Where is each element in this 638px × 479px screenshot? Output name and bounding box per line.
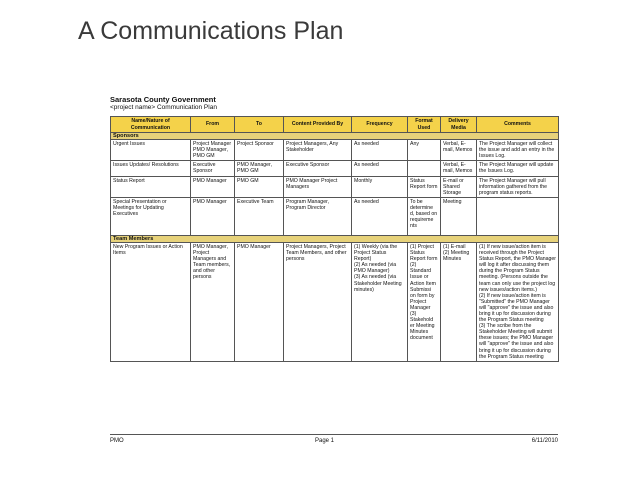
table-cell: PMO Manager (191, 197, 235, 235)
table-cell: To be determine d, based on requireme nts (408, 197, 441, 235)
table-cell: Issues Updates/ Resolutions (111, 161, 191, 176)
section-row-team-members (111, 235, 559, 242)
table-cell: As needed (352, 161, 408, 176)
column-header: From (191, 117, 235, 133)
table-cell: Monthly (352, 176, 408, 197)
document-footer (110, 434, 558, 448)
section-row-sponsors (111, 133, 559, 140)
table-cell: Executive Sponsor (284, 161, 352, 176)
table-cell (408, 161, 441, 176)
table-cell: Program Manager, Program Director (284, 197, 352, 235)
document-image (110, 96, 558, 451)
table-row (111, 242, 559, 361)
column-header: Delivery Media (441, 117, 477, 133)
table-cell: (1) Weekly (via the Project Status Report) (2) As needed (via PMO Manager) (3) As needed (via Stakeholder Meeting minutes) (352, 242, 408, 361)
table-cell: Status Report form (408, 176, 441, 197)
table-cell: As needed (352, 197, 408, 235)
table-row (111, 197, 559, 235)
table-cell: E-mail or Shared Storage (441, 176, 477, 197)
table-header-row (111, 117, 559, 133)
table-cell: Project Sponsor (235, 140, 284, 161)
table-cell: Urgent Issues (111, 140, 191, 161)
plan-name: <project name> Communication Plan (110, 104, 217, 111)
table-cell: Status Report (111, 176, 191, 197)
table-cell: Any (408, 140, 441, 161)
table-cell: Verbal, E-mail, Memos (441, 140, 477, 161)
section-label: Team Members (111, 235, 559, 242)
table-cell: (1) Project Status Report form (2) Standard Issue or Action Item Submissi on form by Project Manager (3) Stakehold er Meeting Minutes document (408, 242, 441, 361)
table-cell: PMO Manager (235, 242, 284, 361)
table-cell: PMO GM (235, 176, 284, 197)
table-row (111, 161, 559, 176)
table-cell: Project Managers, Project Team Members, and other persons (284, 242, 352, 361)
column-header: Format Used (408, 117, 441, 133)
table-cell: Special Presentation or Meetings for Updating Executives (111, 197, 191, 235)
organization-name: Sarasota County Government (110, 95, 216, 104)
footer-page-number: Page 1 (315, 438, 335, 444)
section-label: Sponsors (111, 133, 559, 140)
table-cell: PMO Manager, PMO GM (235, 161, 284, 176)
communication-plan-table (110, 116, 559, 362)
table-cell: PMO Manager, Project Managers and Team members, and other persons (191, 242, 235, 361)
column-header: Name/Nature of Communication (111, 117, 191, 133)
table-row (111, 176, 559, 197)
table-cell: The Project Manager will collect the issue and add an entry in the Issues Log. (477, 140, 559, 161)
table-cell: PMO Manager Project Managers (284, 176, 352, 197)
table-cell: PMO Manager (191, 176, 235, 197)
table-cell: Project Manager PMO Manager, PMO GM (191, 140, 235, 161)
footer-date: 6/11/2010 (531, 438, 558, 444)
table-cell: Verbal, E-mail, Memos (441, 161, 477, 176)
table-cell: The Project Manager will pull information gathered from the program status reports. (477, 176, 559, 197)
table-row (111, 140, 559, 161)
table-cell: (1) If new issue/action item is received through the Project Status Report, the PMO Manager will log it after discussing them during the Program Status meeting. (Persons outside the team can only use the project log new issues/action items.) (2) If new issue/action item is "Submitted" the PMO Manager will "approve" the issue and also bring it up for discussion during the Program Status meeting (3) The scribe from the Stakeholder Meeting will submit these issues; the PMO Manager will "approve" the issue and also bring it up for discussion during the Program Status meeting (477, 242, 559, 361)
table-cell (477, 197, 559, 235)
table-cell: New Program Issues or Action Items (111, 242, 191, 361)
table-cell: Meeting (441, 197, 477, 235)
column-header: Comments (477, 117, 559, 133)
column-header: To (235, 117, 284, 133)
table-cell: The Project Manager will update the Issues Log. (477, 161, 559, 176)
table-cell: As needed (352, 140, 408, 161)
column-header: Frequency (352, 117, 408, 133)
table-cell: (1) E-mail (2) Meeting Minutes (441, 242, 477, 361)
footer-left: PMO (110, 438, 124, 444)
slide-title: A Communications Plan (78, 17, 344, 45)
table-cell: Project Managers, Any Stakeholder (284, 140, 352, 161)
table-cell: Executive Sponsor (191, 161, 235, 176)
table-cell: Executive Team (235, 197, 284, 235)
column-header: Content Provided By (284, 117, 352, 133)
